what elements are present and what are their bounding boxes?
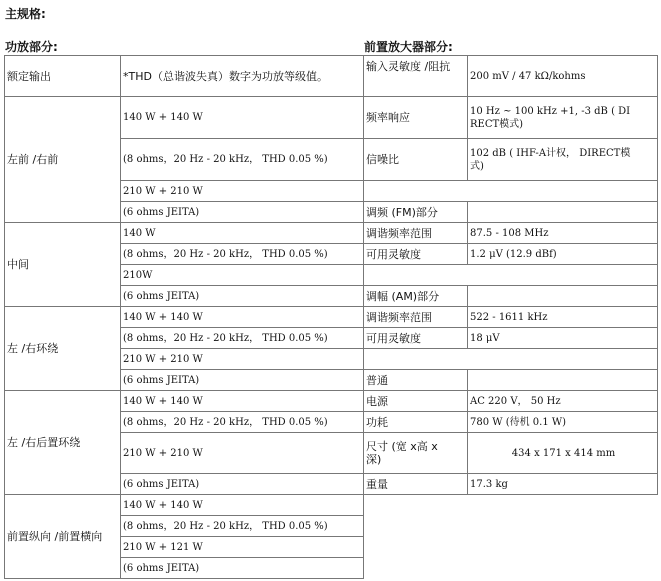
- table-row: [364, 139, 658, 181]
- amp-section-heading: 功放部分:: [5, 40, 58, 54]
- spec-cell: 210 W + 210 W: [121, 181, 364, 202]
- power-consumption-value: 780 W (待机 0.1 W): [468, 412, 658, 433]
- snr-label: 信噪比: [364, 139, 468, 181]
- table-row: [364, 181, 658, 202]
- spec-cell: (8 ohms，20 Hz - 20 kHz， THD 0.05 %): [121, 516, 364, 537]
- empty-cell: [468, 286, 658, 307]
- table-row: [5, 495, 364, 516]
- spec-cell: (8 ohms，20 Hz - 20 kHz， THD 0.05 %): [121, 244, 364, 265]
- dimensions-label: [364, 433, 468, 474]
- table-row: [364, 244, 658, 265]
- empty-cell: [364, 349, 658, 370]
- power-supply-value: AC 220 V， 50 Hz: [468, 391, 658, 412]
- empty-cell: [468, 202, 658, 223]
- frequency-response-value: [468, 97, 658, 139]
- table-row: [364, 391, 658, 412]
- table-row: [364, 97, 658, 139]
- empty-cell: [364, 181, 658, 202]
- dimensions-label-line-1: 尺寸 (宽 x高 x: [366, 440, 438, 453]
- table-row: [364, 307, 658, 328]
- group-label-center: 中间: [5, 223, 121, 307]
- group-label-surround: 左 /右环绕: [5, 307, 121, 391]
- am-sensitivity-value: 18 μV: [468, 328, 658, 349]
- frequency-response-label: 频率响应: [364, 97, 468, 139]
- group-label-front: 左前 /右前: [5, 97, 121, 223]
- am-section-heading: 调幅 (AM)部分: [364, 286, 468, 307]
- frequency-response-line-1: 10 Hz ~ 100 kHz +1, -3 dB ( DI: [470, 105, 631, 117]
- table-row: [5, 307, 364, 328]
- table-row: [364, 286, 658, 307]
- spec-cell: (6 ohms JEITA): [121, 474, 364, 495]
- rated-output-note: *THD（总谐波失真）数字为功放等级值。: [121, 56, 364, 97]
- power-supply-label: 电源: [364, 391, 468, 412]
- table-row: [364, 328, 658, 349]
- group-label-surround-back: 左 /右后置环绕: [5, 391, 121, 495]
- fm-section-heading: 调频 (FM)部分: [364, 202, 468, 223]
- weight-label: 重量: [364, 474, 468, 495]
- spec-cell: 140 W + 140 W: [121, 97, 364, 139]
- table-row: [5, 97, 364, 139]
- rated-output-label: 额定输出: [5, 56, 121, 97]
- spec-cell: 140 W + 140 W: [121, 495, 364, 516]
- spec-cell: (8 ohms，20 Hz - 20 kHz， THD 0.05 %): [121, 412, 364, 433]
- table-row: [364, 223, 658, 244]
- input-sensitivity-label: 输入灵敏度 /阻抗: [364, 56, 468, 97]
- table-row: [5, 223, 364, 244]
- power-consumption-label: 功耗: [364, 412, 468, 433]
- spec-cell: 140 W: [121, 223, 364, 244]
- table-row: [364, 349, 658, 370]
- fm-range-value: 87.5 - 108 MHz: [468, 223, 658, 244]
- spec-cell: (6 ohms JEITA): [121, 286, 364, 307]
- page-title: 主规格:: [5, 7, 46, 21]
- snr-line-1: 102 dB ( IHF-A计权， DIRECT模: [470, 147, 631, 159]
- preamp-spec-table: [363, 55, 658, 495]
- am-sensitivity-label: 可用灵敏度: [364, 328, 468, 349]
- spec-cell: (8 ohms，20 Hz - 20 kHz， THD 0.05 %): [121, 328, 364, 349]
- general-section-heading: 普通: [364, 370, 468, 391]
- spec-cell: (8 ohms，20 Hz - 20 kHz， THD 0.05 %): [121, 139, 364, 181]
- fm-sensitivity-value: 1.2 μV (12.9 dBf): [468, 244, 658, 265]
- spec-cell: (6 ohms JEITA): [121, 370, 364, 391]
- input-sensitivity-value: 200 mV / 47 kΩ/kohms: [468, 56, 658, 97]
- table-row: [5, 391, 364, 412]
- empty-cell: [364, 265, 658, 286]
- snr-value: [468, 139, 658, 181]
- snr-line-2: 式): [470, 160, 484, 172]
- table-row: [364, 56, 658, 97]
- weight-value: 17.3 kg: [468, 474, 658, 495]
- empty-cell: [468, 370, 658, 391]
- dimensions-value: 434 x 171 x 414 mm: [468, 433, 658, 474]
- spec-cell: 210 W + 210 W: [121, 349, 364, 370]
- preamp-section-heading: 前置放大器部分:: [364, 40, 453, 54]
- table-row: [364, 412, 658, 433]
- spec-cell: 210W: [121, 265, 364, 286]
- table-row: [5, 56, 364, 97]
- table-row: [364, 202, 658, 223]
- table-row: [364, 474, 658, 495]
- fm-sensitivity-label: 可用灵敏度: [364, 244, 468, 265]
- dimensions-label-line-2: 深): [366, 453, 382, 466]
- am-range-value: 522 - 1611 kHz: [468, 307, 658, 328]
- fm-range-label: 调谐频率范围: [364, 223, 468, 244]
- frequency-response-line-2: RECT模式): [470, 118, 524, 130]
- spec-cell: 210 W + 210 W: [121, 433, 364, 474]
- spec-cell: (6 ohms JEITA): [121, 558, 364, 579]
- spec-cell: 140 W + 140 W: [121, 391, 364, 412]
- table-row: [364, 370, 658, 391]
- table-row: [364, 433, 658, 474]
- amp-spec-table: [4, 55, 364, 579]
- group-label-front-height: 前置纵向 /前置横向: [5, 495, 121, 579]
- table-row: [364, 265, 658, 286]
- am-range-label: 调谐频率范围: [364, 307, 468, 328]
- spec-cell: 210 W + 121 W: [121, 537, 364, 558]
- spec-cell: 140 W + 140 W: [121, 307, 364, 328]
- spec-cell: (6 ohms JEITA): [121, 202, 364, 223]
